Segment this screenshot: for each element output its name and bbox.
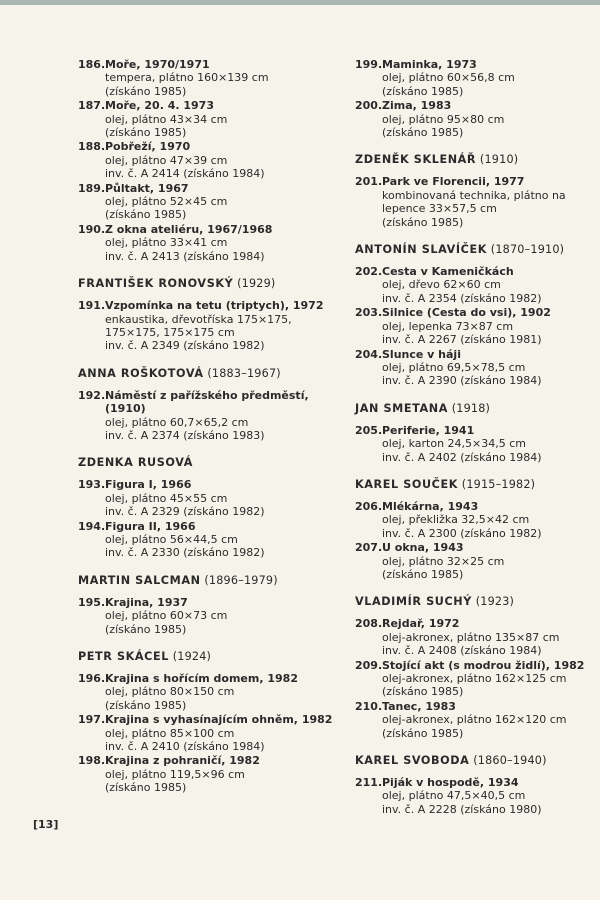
entry-title: Cesta v Kameničkách (382, 265, 514, 279)
entry-title: Pobřeží, 1970 (105, 140, 191, 154)
entry-detail: olej, plátno 119,5×96 cm (105, 767, 245, 781)
entry-detail: inv. č. A 2414 (získáno 1984) (105, 167, 265, 181)
entry-title: U okna, 1943 (382, 541, 464, 555)
entry-number: 193. (78, 478, 106, 492)
entry-number: 190. (78, 222, 106, 236)
entry-title: Půltakt, 1967 (105, 181, 189, 195)
artist-name: MARTIN SALCMAN (78, 573, 201, 587)
entry-detail: inv. č. A 2354 (získáno 1982) (382, 291, 542, 305)
entry-detail: olej, plátno 95×80 cm (382, 112, 505, 126)
artist-years: (1929) (237, 277, 276, 291)
entry-number: 189. (78, 181, 106, 195)
catalog-entry (78, 140, 336, 180)
entry-number: 201. (355, 175, 383, 189)
entry-title: Slunce v háji (382, 347, 461, 361)
artist-years: (1896–1979) (204, 573, 278, 587)
entry-title: Náměstí z pařížského předměstí, (1910) (105, 388, 309, 416)
entry-detail: 175×175, 175×175 cm (105, 325, 235, 339)
entry-number: 192. (78, 388, 106, 402)
artist-heading (355, 595, 595, 609)
entry-detail: olej-akronex, plátno 135×87 cm (382, 630, 560, 644)
entry-detail: inv. č. A 2374 (získáno 1983) (105, 428, 265, 442)
entry-number: 211. (355, 776, 383, 790)
entry-detail: (získáno 1985) (105, 698, 187, 712)
entry-detail: (získáno 1985) (382, 84, 464, 98)
entry-detail: inv. č. A 2228 (získáno 1980) (382, 802, 542, 816)
right-column (355, 58, 595, 817)
entry-detail: olej, plátno 45×55 cm (105, 491, 228, 505)
catalog-entry (355, 58, 595, 98)
entry-title: Krajina s vyhasínajícím ohněm, 1982 (105, 713, 333, 727)
artist-years: (1860–1940) (473, 754, 547, 768)
artist-name: KAREL SVOBODA (355, 754, 470, 768)
artist-heading (78, 574, 336, 588)
entry-title: Silnice (Cesta do vsi), 1902 (382, 306, 551, 320)
entry-detail: olej, plátno 32×25 cm (382, 554, 505, 568)
entry-detail: olej, plátno 60×56,8 cm (382, 71, 515, 85)
entry-number: 191. (78, 299, 106, 313)
entry-title: Z okna ateliéru, 1967/1968 (105, 222, 273, 236)
entry-detail: (získáno 1985) (105, 84, 187, 98)
entry-detail: (získáno 1985) (105, 126, 187, 140)
artist-heading (355, 153, 595, 167)
catalog-entry (78, 713, 336, 753)
entry-number: 204. (355, 347, 383, 361)
entry-number: 186. (78, 58, 106, 71)
entry-number: 208. (355, 617, 383, 631)
catalog-entry (355, 500, 595, 540)
entry-number: 196. (78, 672, 106, 685)
entry-detail: olej, plátno 33×41 cm (105, 236, 228, 250)
artist-name: FRANTIŠEK RONOVSKÝ (78, 277, 234, 291)
entry-detail: olej, plátno 47,5×40,5 cm (382, 789, 526, 803)
entry-detail: inv. č. A 2329 (získáno 1982) (105, 505, 265, 519)
catalog-entry (78, 520, 336, 560)
entry-title: Piják v hospodě, 1934 (382, 776, 519, 790)
catalog-entry (78, 754, 336, 794)
catalog-entry (355, 424, 595, 464)
catalog-entry (355, 617, 595, 657)
entry-detail: (získáno 1985) (382, 685, 464, 699)
artist-years: (1883–1967) (207, 366, 281, 380)
entry-detail: olej, plátno 56×44,5 cm (105, 532, 238, 546)
artist-years: (1910) (479, 153, 519, 167)
entry-number: 188. (78, 140, 106, 154)
entry-detail: tempera, plátno 160×139 cm (105, 71, 269, 85)
entry-number: 209. (355, 658, 383, 672)
catalog-entry (78, 596, 336, 636)
catalog-entry (355, 700, 595, 740)
artist-years: (1924) (172, 650, 212, 663)
catalog-entry (78, 223, 336, 263)
catalog-entry (355, 348, 595, 388)
artist-name: VLADIMÍR SUCHÝ (355, 595, 472, 609)
entry-detail: olej, plátno 43×34 cm (105, 112, 228, 126)
artist-years: (1918) (451, 401, 491, 415)
entry-detail: inv. č. A 2390 (získáno 1984) (382, 374, 542, 388)
entry-title: Park ve Florencii, 1977 (382, 175, 525, 189)
entry-title: Maminka, 1973 (382, 58, 477, 71)
entry-detail: olej, lepenka 73×87 cm (382, 319, 514, 333)
entry-number: 202. (355, 265, 383, 279)
catalog-entry (78, 182, 336, 222)
entry-detail: olej, plátno 80×150 cm (105, 685, 235, 699)
entry-detail: olej-akronex, plátno 162×125 cm (382, 672, 567, 685)
entry-detail: (získáno 1985) (382, 567, 464, 581)
entry-detail: olej, plátno 85×100 cm (105, 726, 235, 740)
catalog-entry (355, 306, 595, 346)
entry-detail: olej, plátno 69,5×78,5 cm (382, 360, 526, 374)
artist-name: ZDENKA RUSOVÁ (78, 456, 193, 470)
catalog-entry (78, 389, 336, 443)
entry-detail: inv. č. A 2267 (získáno 1981) (382, 333, 542, 347)
entry-detail: olej, karton 24,5×34,5 cm (382, 437, 527, 451)
entry-detail: (získáno 1985) (105, 622, 187, 636)
entry-detail: (získáno 1985) (382, 726, 464, 740)
artist-heading (355, 754, 595, 768)
entry-detail: olej, plátno 60,7×65,2 cm (105, 415, 249, 429)
artist-name: PETR SKÁCEL (78, 650, 169, 663)
entry-detail: enkaustika, dřevotříska 175×175, (105, 312, 292, 326)
entry-title: Stojící akt (s modrou židlí), 1982 (382, 658, 585, 672)
artist-years: (1915–1982) (461, 477, 536, 491)
entry-title: Krajina z pohraničí, 1982 (105, 754, 260, 768)
entry-number: 205. (355, 423, 383, 437)
entry-detail: inv. č. A 2330 (získáno 1982) (105, 546, 265, 560)
entry-number: 210. (355, 699, 383, 713)
artist-years: (1870–1910) (490, 243, 565, 257)
entry-title: Mlékárna, 1943 (382, 499, 479, 513)
entry-number: 199. (355, 58, 383, 71)
artist-name: JAN SMETANA (355, 401, 448, 415)
top-edge-band (0, 0, 600, 5)
artist-heading (355, 243, 595, 257)
entry-number: 198. (78, 754, 106, 768)
catalog-entry (78, 99, 336, 139)
entry-title: Figura II, 1966 (105, 519, 196, 533)
entry-detail: olej, dřevo 62×60 cm (382, 278, 501, 292)
entry-detail: (získáno 1985) (382, 215, 464, 229)
entry-detail: inv. č. A 2410 (získáno 1984) (105, 740, 265, 754)
catalog-entry (355, 265, 595, 305)
entry-detail: olej, překližka 32,5×42 cm (382, 513, 530, 527)
entry-number: 206. (355, 499, 383, 513)
artist-heading (78, 650, 336, 664)
catalog-entry (78, 299, 336, 353)
entry-title: Zima, 1983 (382, 99, 452, 113)
entry-detail: olej, plátno 47×39 cm (105, 153, 228, 167)
entry-detail: olej-akronex, plátno 162×120 cm (382, 713, 567, 727)
entry-title: Periferie, 1941 (382, 423, 475, 437)
left-column (78, 58, 336, 796)
catalog-entry (355, 659, 595, 699)
entry-detail: inv. č. A 2413 (získáno 1984) (105, 249, 265, 263)
entry-detail: kombinovaná technika, plátno na (382, 188, 566, 202)
entry-number: 197. (78, 713, 106, 727)
entry-number: 187. (78, 99, 106, 113)
artist-heading (78, 367, 336, 381)
catalog-entry (355, 175, 595, 229)
catalog-entry (355, 541, 595, 581)
artist-name: ZDENĚK SKLENÁŘ (355, 153, 477, 167)
entry-number: 203. (355, 306, 383, 320)
entry-title: Rejdař, 1972 (382, 617, 460, 631)
catalog-entry (78, 478, 336, 518)
entry-title: Figura I, 1966 (105, 478, 192, 492)
entry-detail: inv. č. A 2300 (získáno 1982) (382, 526, 542, 540)
catalog-entry (78, 58, 336, 98)
entry-detail: (získáno 1985) (105, 208, 187, 222)
artist-heading (355, 402, 595, 416)
entry-title: Vzpomínka na tetu (triptych), 1972 (105, 299, 324, 313)
entry-detail: inv. č. A 2349 (získáno 1982) (105, 339, 265, 353)
entry-number: 207. (355, 541, 383, 555)
catalog-entry (355, 776, 595, 816)
catalog-entry (355, 99, 595, 139)
artist-years: (1923) (475, 595, 515, 609)
artist-heading (355, 478, 595, 492)
entry-number: 200. (355, 99, 383, 113)
entry-number: 195. (78, 595, 106, 609)
entry-title: Krajina, 1937 (105, 595, 188, 609)
artist-heading (78, 277, 336, 291)
entry-title: Moře, 1970/1971 (105, 58, 210, 71)
entry-detail: olej, plátno 52×45 cm (105, 195, 228, 209)
artist-name: KAREL SOUČEK (355, 477, 458, 491)
entry-title: Krajina s hořícím domem, 1982 (105, 672, 298, 685)
page-number: [13] (33, 818, 59, 831)
entry-number: 194. (78, 519, 106, 533)
entry-detail: olej, plátno 60×73 cm (105, 609, 228, 623)
entry-detail: (získáno 1985) (382, 126, 464, 140)
entry-detail: lepence 33×57,5 cm (382, 202, 497, 216)
entry-title: Tanec, 1983 (382, 699, 456, 713)
entry-detail: (získáno 1985) (105, 781, 187, 795)
entry-detail: inv. č. A 2408 (získáno 1984) (382, 644, 542, 658)
entry-detail: inv. č. A 2402 (získáno 1984) (382, 450, 542, 464)
entry-title: Moře, 20. 4. 1973 (105, 99, 214, 113)
catalog-entry (78, 672, 336, 712)
artist-name: ANTONÍN SLAVÍČEK (355, 243, 487, 257)
artist-heading (78, 456, 336, 470)
artist-name: ANNA ROŠKOTOVÁ (78, 366, 204, 380)
